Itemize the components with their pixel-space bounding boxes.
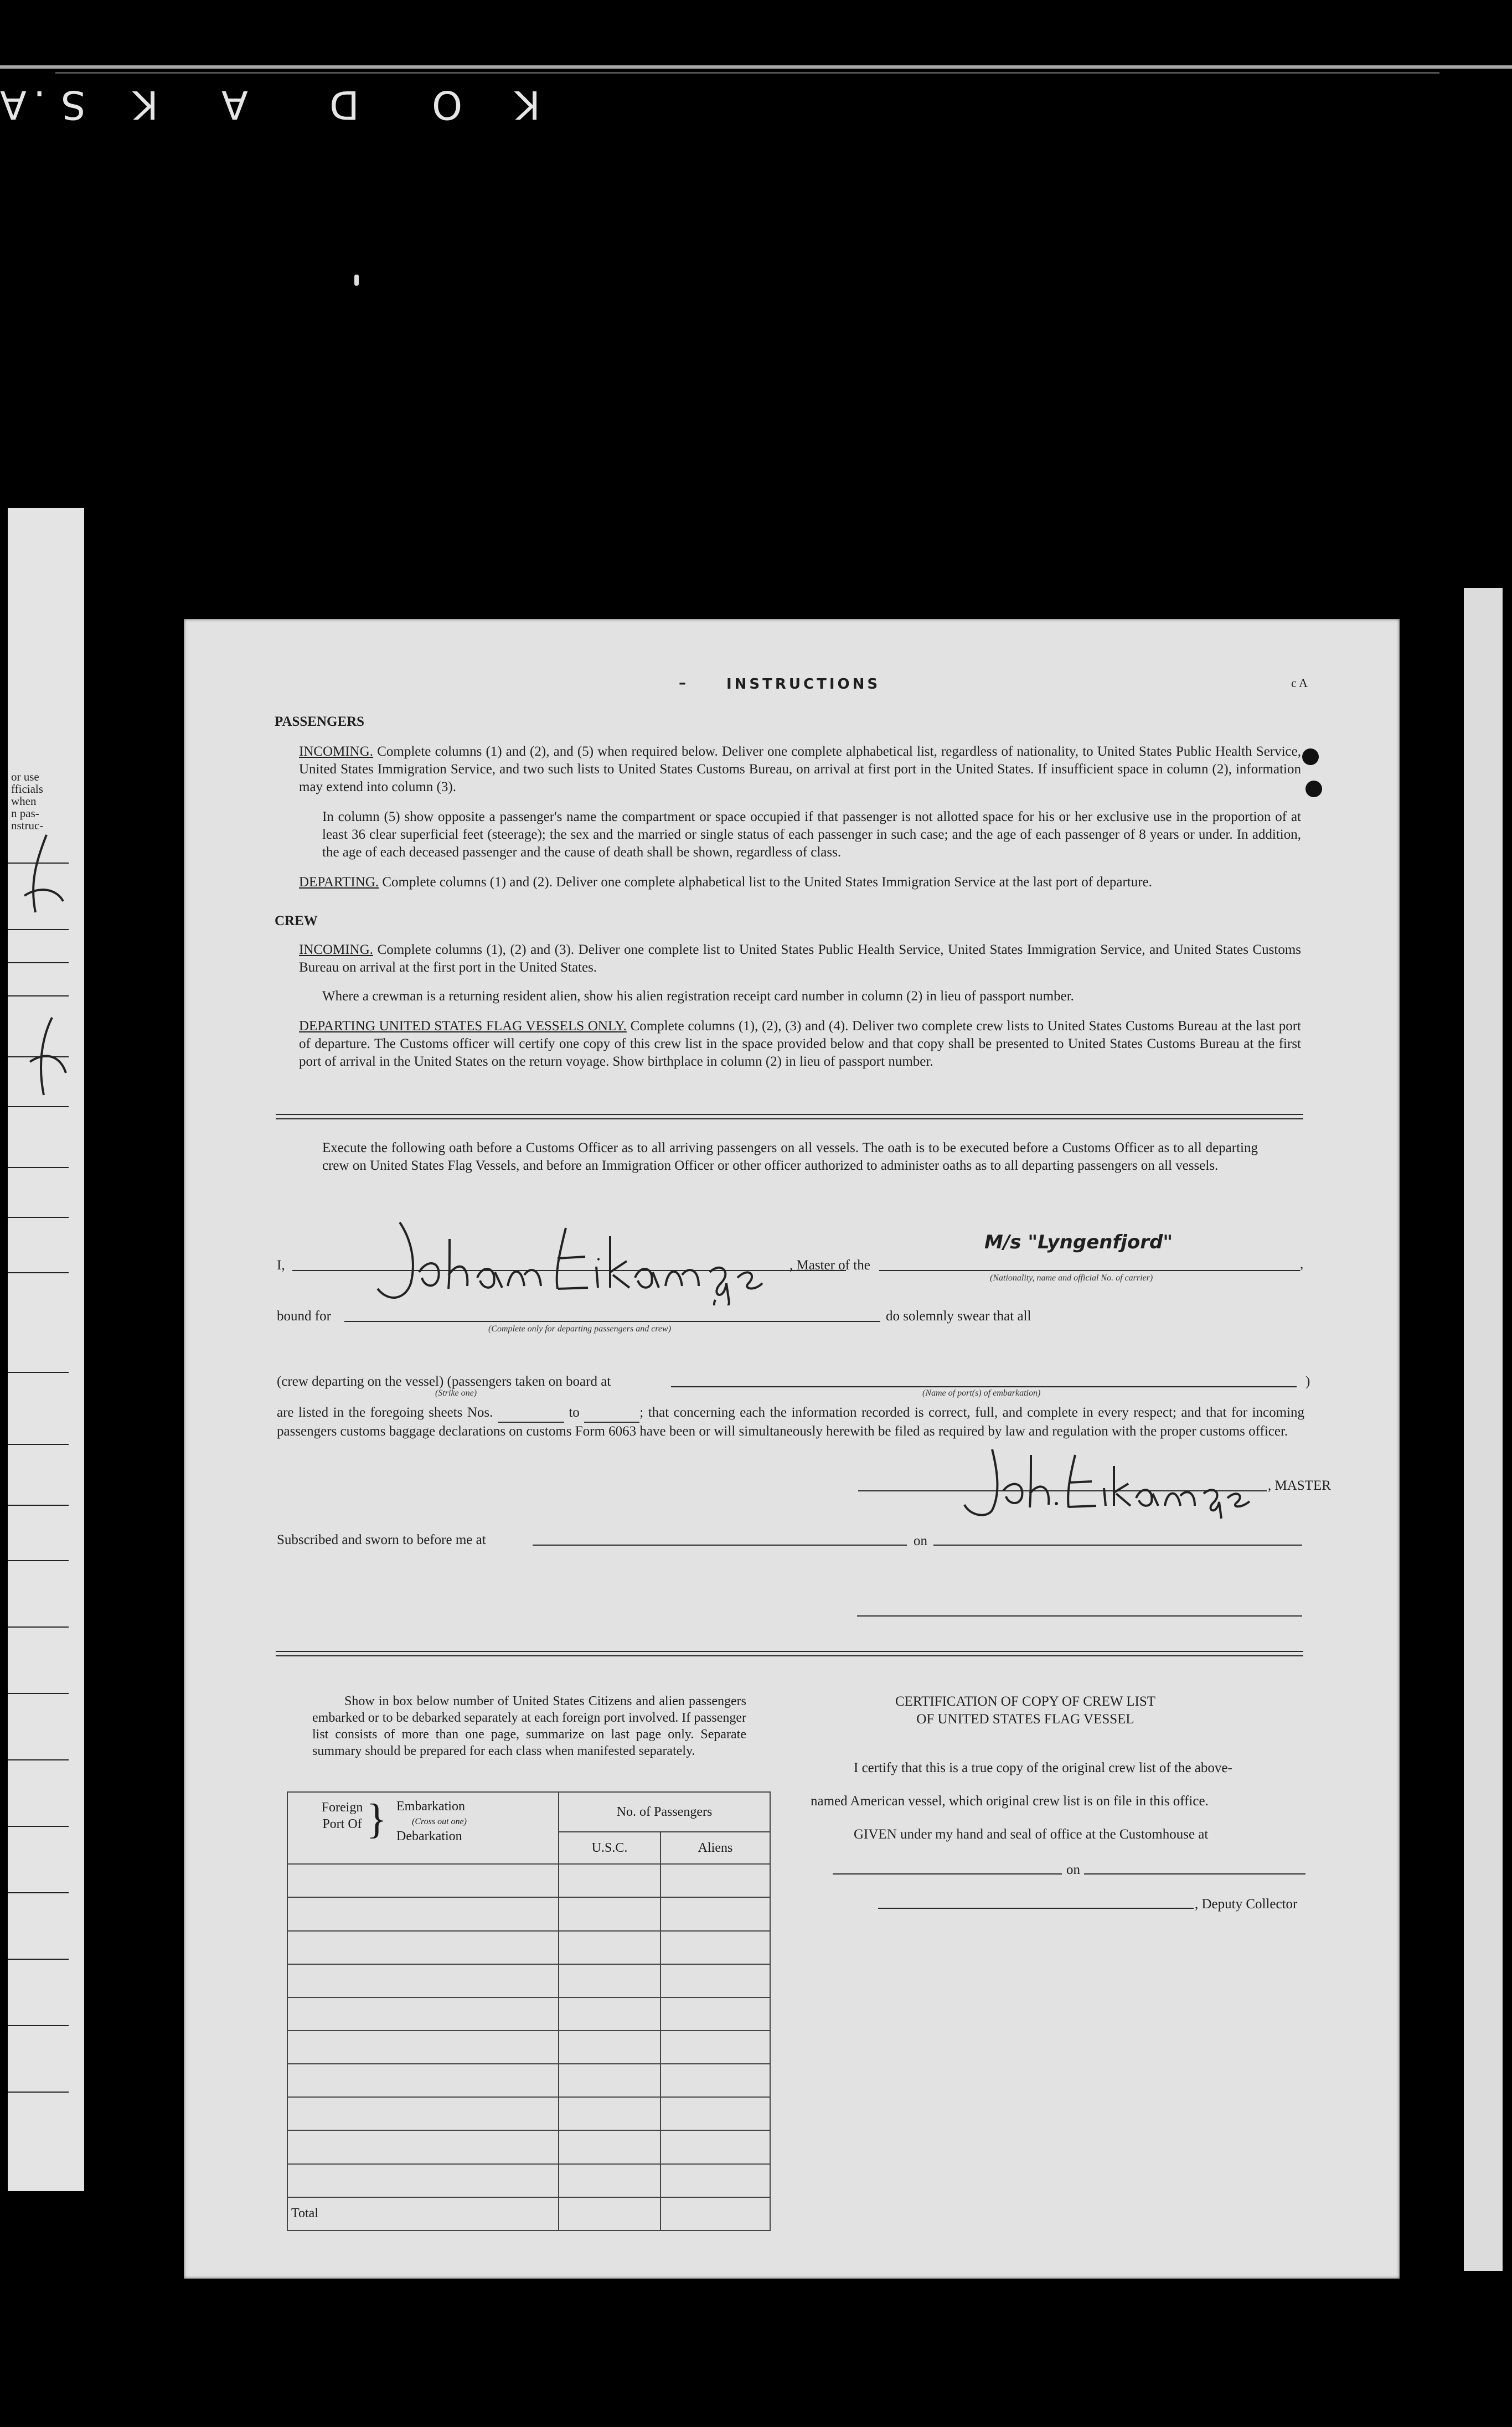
film-edge-text — [0, 82, 609, 132]
oath-i-label: I, — [277, 1258, 285, 1273]
separator-rule — [276, 1651, 1303, 1652]
certification-title-line2: OF UNITED STATES FLAG VESSEL — [916, 1712, 1134, 1727]
table-row[interactable] — [287, 1897, 770, 1930]
table-row[interactable] — [287, 2064, 770, 2097]
port-caption: (Name of port(s) of embarkation) — [922, 1388, 1041, 1398]
usc-header: U.S.C. — [559, 1832, 660, 1864]
departing-text: Complete columns (1) and (2). Deliver one complete alphabetical list to the United States Immigration Service at the last port of departure. — [382, 875, 1152, 890]
dust-speck — [354, 275, 359, 286]
listed-paragraph — [277, 1404, 1304, 1440]
subscribed-label: Subscribed and sworn to before me at — [277, 1532, 486, 1547]
strip-fragment: n pas- — [11, 807, 39, 820]
crew-departing-label: DEPARTING UNITED STATES FLAG VESSELS ONLY. — [299, 1019, 627, 1034]
embarkation-label: Embarkation — [396, 1799, 465, 1814]
vessel-comma: , — [1300, 1257, 1304, 1272]
master-of-label: , Master of the — [789, 1258, 870, 1273]
cross-out-label: (Cross out one) — [412, 1817, 467, 1826]
crew-list-instructions-page — [184, 619, 1400, 2279]
strip-fragment: nstruc- — [11, 819, 44, 832]
crew-departing-text: Complete columns (1), (2), (3) and (4). Deliver two complete crew lists to United States Customs Bureau at the last port of departure. The Customs officer will certify one copy of this crew list in the space provided below and that copy shall be presented to United States Customs Bureau at the first port of arrival in the United States on the return voyage. Show birthplace in column (2) in lieu of passport number. — [299, 1019, 1301, 1069]
page-title: INSTRUCTIONS — [726, 676, 881, 693]
strip-fragment: or use — [11, 770, 39, 783]
passengers-heading: PASSENGERS — [275, 714, 365, 729]
officer-signature-field[interactable] — [857, 1615, 1302, 1617]
sworn-date-field[interactable] — [933, 1545, 1302, 1546]
crew-passengers-line: (crew departing on the vessel) (passengers taken on board at — [277, 1374, 611, 1389]
swear-text: do solemnly swear that all — [886, 1309, 1031, 1324]
close-paren: ) — [1305, 1374, 1310, 1389]
column5-paragraph: In column (5) show opposite a passenger's name the compartment or space occupied if that passenger is not allotted space for his or her exclusive use in the proportion of at least 36 clear superficial feet (steerage); the sex and the married or single status of each passenger in such case; and the age of each passenger of 8 years or under. In addition, the age of each deceased passenger and the cause of death shall be shown, regardless of class. — [322, 809, 1301, 860]
table-row[interactable] — [287, 2164, 770, 2197]
adjacent-page-right — [1464, 588, 1503, 2271]
table-row[interactable] — [287, 1964, 770, 1997]
master-oath-signature — [948, 1438, 1258, 1521]
port-header-cell — [287, 1792, 559, 1864]
certification-text-2: named American vessel, which original crew list is on file in this office. — [811, 1794, 1209, 1809]
incoming-label: INCOMING. — [299, 744, 374, 759]
sheet-from-field[interactable] — [498, 1404, 564, 1423]
vessel-field[interactable] — [879, 1270, 1300, 1271]
strip-fragment: when — [11, 794, 37, 808]
bound-for-field[interactable] — [344, 1321, 880, 1322]
sheet-to-field[interactable] — [584, 1404, 639, 1423]
film-letter: A — [221, 82, 248, 127]
bound-for-caption: (Complete only for departing passengers and crew) — [488, 1324, 672, 1334]
table-header-row — [287, 1792, 770, 1832]
sworn-on-label: on — [914, 1533, 927, 1548]
strip-handwriting — [13, 829, 74, 2158]
listed-to: to — [569, 1405, 580, 1420]
film-edge-top — [0, 65, 1512, 69]
table-row[interactable] — [287, 1864, 770, 1897]
certification-date-field[interactable] — [1084, 1873, 1305, 1875]
film-letter: S — [61, 82, 86, 127]
customhouse-field[interactable] — [833, 1873, 1062, 1875]
crew-resident-paragraph: Where a crewman is a returning resident alien, show his alien registration receipt card number in column (2) in lieu of passport number. — [322, 989, 1074, 1004]
crew-heading: CREW — [275, 913, 318, 928]
deputy-collector-signature-field[interactable] — [878, 1908, 1194, 1909]
crew-incoming-text: Complete columns (1), (2) and (3). Deliver one complete list to United States Public Health Service, United States Immigration Service, and United States Customs Bureau on arrival at the first port in the United States. — [299, 942, 1302, 975]
table-row[interactable] — [287, 1931, 770, 1964]
embarkation-port-field[interactable] — [671, 1386, 1297, 1387]
passengers-departing-paragraph — [299, 874, 1301, 891]
no-of-passengers-header: No. of Passengers — [559, 1792, 770, 1832]
film-letter: K — [133, 82, 158, 127]
table-row[interactable] — [287, 2031, 770, 2064]
crew-incoming-label: INCOMING. — [299, 942, 374, 957]
strike-caption: (Strike one) — [435, 1388, 477, 1398]
total-label: Total — [287, 2197, 559, 2230]
incoming-text: Complete columns (1) and (2), and (5) when required below. Deliver one complete alphabetical list, regardless of nationality, to United States Public Health Service, United States Immigration Service, and two such lists to United States Customs Bureau, on arrival at first port in the United States. If insufficient space in column (2), information may extend into column (3). — [299, 744, 1302, 794]
table-total-row[interactable] — [287, 2197, 770, 2230]
adjacent-page-left — [8, 508, 84, 2191]
listed-text-a: are listed in the foregoing sheets Nos. — [277, 1405, 493, 1420]
film-letter: K — [515, 82, 540, 127]
oath-instructions: Execute the following oath before a Customs Officer as to all arriving passengers on all vessels. The oath is to be executed before a Customs Officer as to all departing crew on United States Flag Vessels, and before an Immigration Officer or other officer authorized to administer oaths as to all departing passengers on all vessels. — [322, 1140, 1258, 1173]
certification-title-line1: CERTIFICATION OF COPY OF CREW LIST — [895, 1694, 1156, 1709]
certification-given: GIVEN under my hand and seal of office at the Customhouse at — [854, 1827, 1209, 1842]
strip-fragment: fficials — [11, 782, 43, 796]
listed-text-b: ; that concerning each the information recorded is correct, full, and complete in every respect; and that for incoming passengers customs baggage declarations on customs Form 6063 have been or will simultaneously herewith be filed as required by law and regulation with the proper customs officer. — [277, 1405, 1305, 1439]
vessel-caption: (Nationality, name and official No. of carrier) — [990, 1273, 1153, 1283]
corner-marks: c A — [1291, 676, 1308, 690]
vessel-name: M/s "Lyngenfjord" — [984, 1231, 1173, 1253]
table-row[interactable] — [287, 2097, 770, 2130]
title-dash: – — [679, 675, 689, 691]
table-row[interactable] — [287, 1997, 770, 2031]
film-letter: . — [33, 82, 46, 127]
departing-label: DEPARTING. — [299, 875, 379, 890]
box-instructions: Show in box below number of United States Citizens and alien passengers embarked or to be debarked separately at each foreign port involved. If passenger list consists of more than one page, summarize on last page only. Separate summary should be prepared for each class when manifested separately. — [312, 1694, 746, 1758]
certification-on-label: on — [1066, 1862, 1080, 1877]
film-letter: D — [329, 82, 359, 127]
master-signature — [367, 1206, 765, 1305]
punch-hole — [1302, 748, 1319, 765]
sworn-place-field[interactable] — [533, 1545, 907, 1546]
crew-departing-paragraph — [299, 1018, 1301, 1071]
separator-rule — [276, 1114, 1303, 1115]
separator-rule — [276, 1655, 1303, 1656]
passenger-count-table — [287, 1791, 771, 2231]
film-letter: A — [0, 82, 27, 127]
certification-text-1: I certify that this is a true copy of the original crew list of the above- — [854, 1760, 1232, 1775]
foreign-port-of-label: Foreign Port Of — [321, 1800, 363, 1831]
aliens-header: Aliens — [660, 1832, 770, 1864]
certification-title — [815, 1693, 1236, 1728]
brace-icon: } — [367, 1796, 387, 1842]
punch-hole — [1305, 781, 1322, 797]
passengers-incoming-paragraph — [299, 743, 1301, 796]
bound-for-label: bound for — [277, 1309, 331, 1324]
film-letter: O — [432, 82, 463, 127]
crew-incoming-paragraph — [299, 941, 1301, 977]
debarkation-label: Debarkation — [396, 1829, 462, 1844]
table-row[interactable] — [287, 2130, 770, 2163]
master-label: , MASTER — [1268, 1478, 1331, 1493]
film-edge-line — [55, 72, 1439, 74]
separator-rule — [276, 1118, 1303, 1119]
deputy-collector-label: , Deputy Collector — [1195, 1897, 1298, 1912]
